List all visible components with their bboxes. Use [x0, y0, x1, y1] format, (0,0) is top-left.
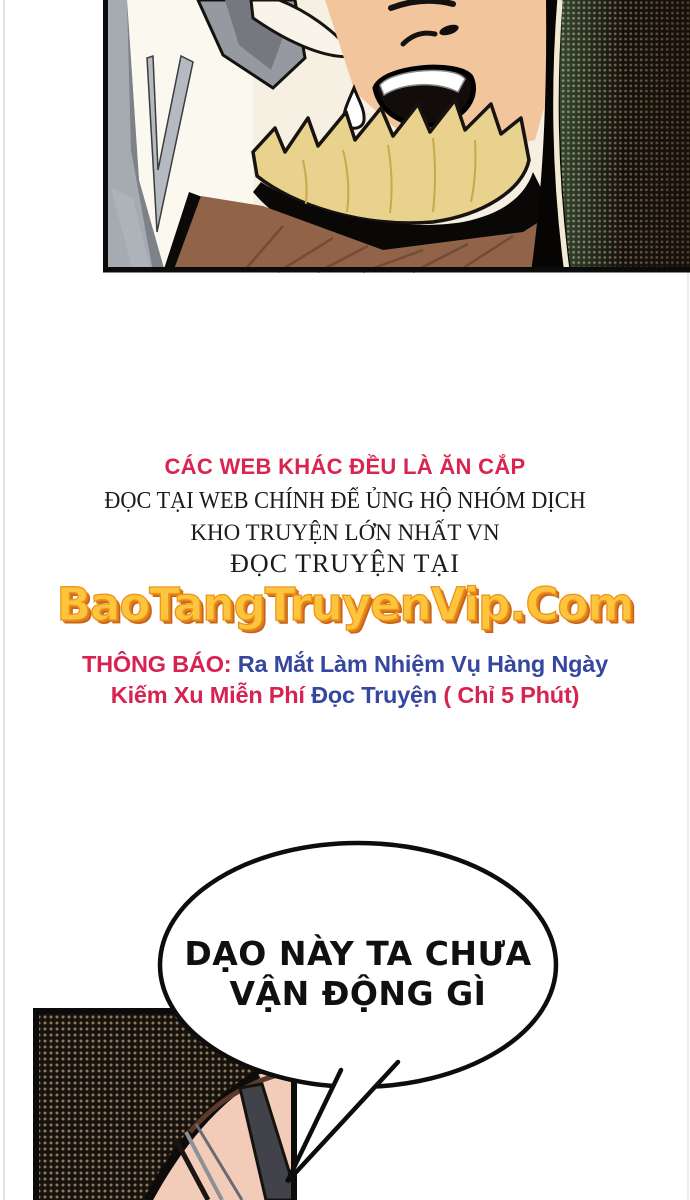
notice-line-1 — [0, 653, 690, 677]
halftone-background — [556, 0, 690, 272]
notice-label: THÔNG BÁO: — [81, 651, 232, 677]
comic-panel-bottom — [0, 840, 690, 1200]
bottom-panel-art — [0, 840, 690, 1200]
notice-line2-red2: ( Chỉ 5 Phút) — [443, 682, 580, 708]
ad-support-line-1: ĐỌC TẠI WEB CHÍNH ĐỂ ỦNG HỘ NHÓM DỊCH — [104, 488, 586, 514]
top-panel-art — [103, 0, 690, 277]
notice-line1-rest: Ra Mắt Làm Nhiệm Vụ Hàng Ngày — [231, 651, 609, 677]
ad-support-line-2: KHO TRUYỆN LỚN NHẤT VN — [190, 520, 500, 545]
speech-bubble-text — [168, 934, 548, 1014]
notice-line-2 — [0, 684, 690, 708]
speech-line-1: DẠO NÀY TA CHƯA — [184, 934, 532, 973]
ad-warning-text: CÁC WEB KHÁC ĐỀU LÀ ĂN CẮP — [164, 454, 526, 479]
notice-line2-red1: Kiếm Xu Miễn Phí — [110, 682, 312, 708]
ad-support-line-3: ĐỌC TRUYỆN TẠI — [230, 549, 460, 578]
site-url-text: BaoTangTruyenVip.Com — [56, 578, 634, 631]
notice-line2-blue: Đọc Truyện — [311, 682, 444, 708]
panel-border-bottom — [103, 267, 690, 273]
comic-panel-top — [103, 0, 690, 277]
speech-line-2: VẬN ĐỘNG GÌ — [229, 974, 487, 1013]
